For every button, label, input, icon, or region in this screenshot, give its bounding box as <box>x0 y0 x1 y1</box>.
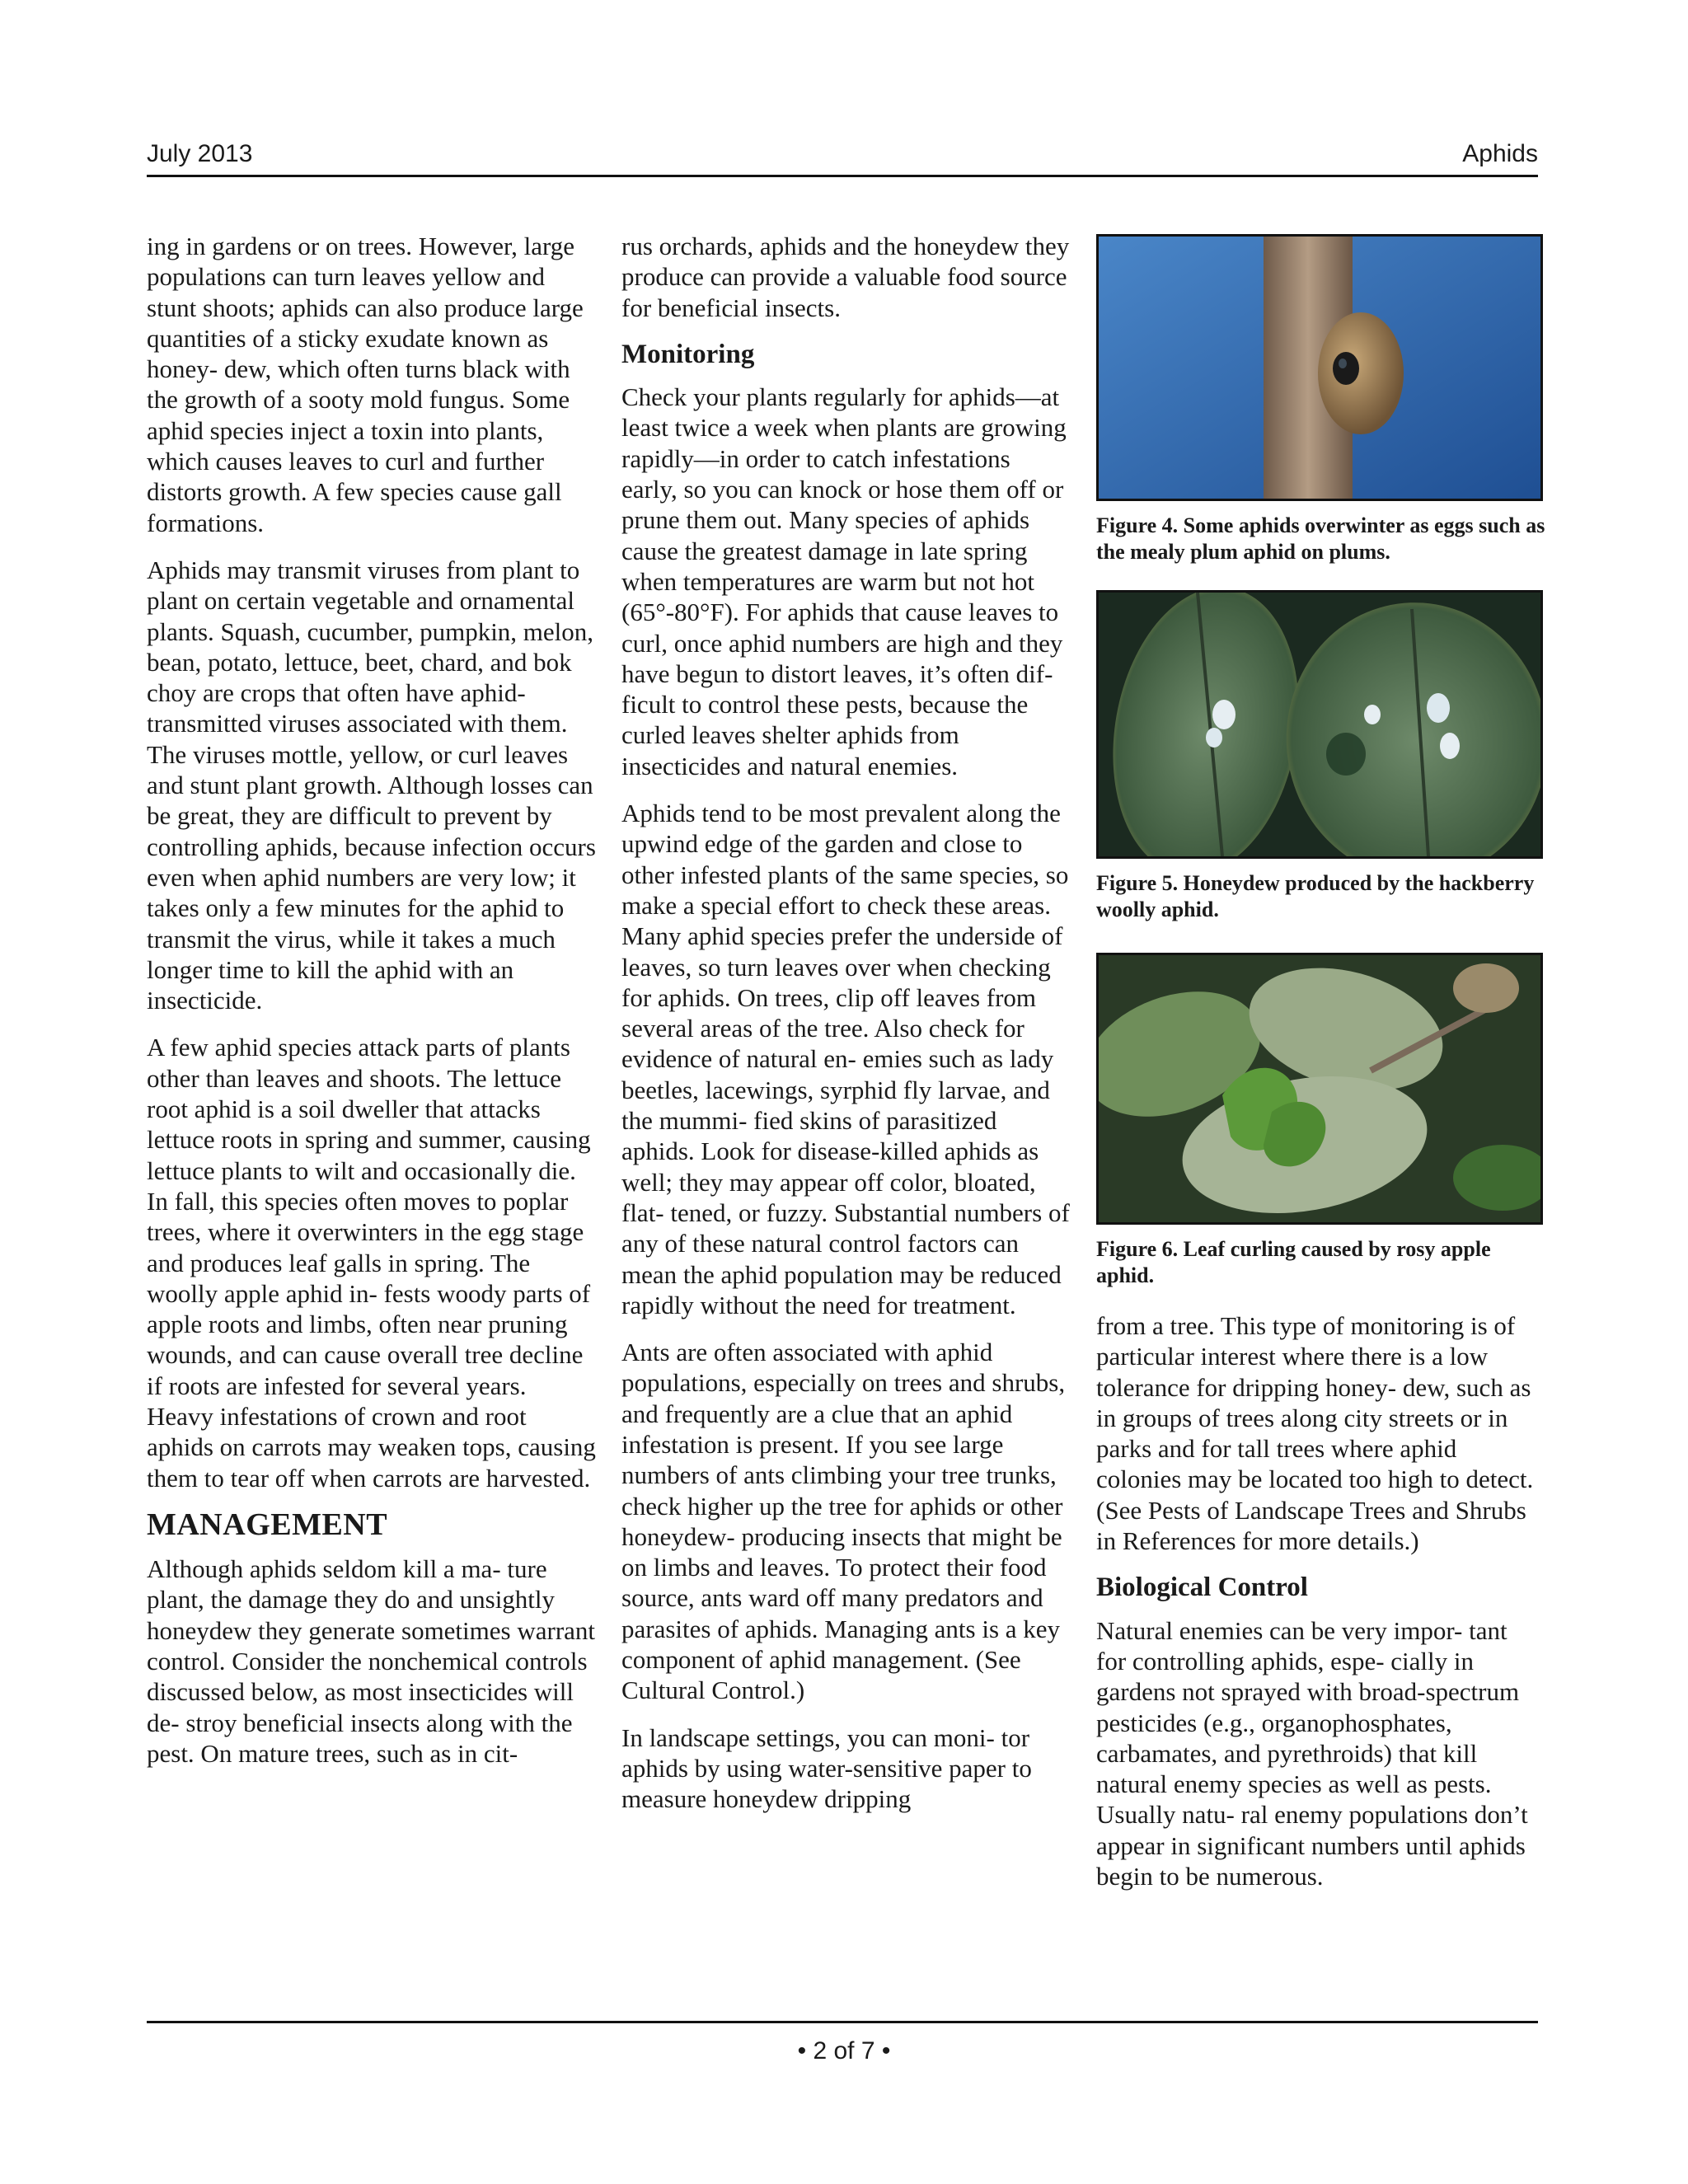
paragraph: Aphids tend to be most prevalent along the upwind edge of the garden and close to other infested plants of the same species, so make a special effort to check these areas. Many aphid species prefer the underside of leaves, so turn leaves over when checking for aphids. On trees, clip off leaves from several areas of the tree. Also check for evidence of natural en- emies such as lady beetles, lacewings, syrphid fly larvae, and the mummi- fied skins of parasitized aphids. Look for disease-killed aphids as well; they may appear off color, bloated, flat- tened, or fuzzy. Substantial numbers of any of these natural control factors can mean the aphid population may be reduced rapidly without the need for treatment. <box>621 799 1070 1319</box>
paragraph: Although aphids seldom kill a ma- ture plant, the damage they do and unsightly honeydew they generate sometimes warrant control. Consider the nonchemical controls discussed below, as most insecticides will de- stroy beneficial insects along with the pest. On mature trees, such as in cit- <box>147 1554 596 1768</box>
paragraph: rus orchards, aphids and the honeydew they produce can provide a valuable food source for beneficial insects. <box>621 232 1070 322</box>
paragraph: from a tree. This type of monitoring is of particular interest where there is a low tolerance for dripping honey- dew, such as in groups of trees along city streets or in parks and for tall trees where aphid colonies may be located too high to detect. (See Pests of Landscape Trees and Shrubs in References for more details.) <box>1096 1311 1534 1556</box>
figure-6-photo <box>1096 953 1543 1225</box>
paragraph: A few aphid species attack parts of plants other than leaves and shoots. The lettuce root aphid is a soil dweller that attacks lettuce roots in spring and summer, causing lettuce plants to wilt and occasionally die. In fall, this species often moves to poplar trees, where it overwinters in the egg stage and produces leaf galls in spring. The woolly apple aphid in- fests woody parts of apple roots and limbs, often near pruning wounds, and can cause overall tree decline if roots are infested for several years. Heavy infestations of crown and root aphids on carrots may weaken tops, causing them to tear off when carrots are harvested. <box>147 1033 596 1493</box>
figure-6-caption: Figure 6. Leaf curling caused by rosy apple aphid. <box>1096 1237 1491 1287</box>
figure-5-photo <box>1096 590 1543 859</box>
paragraph: ing in gardens or on trees. However, large populations can turn leaves yellow and stunt shoots; aphids can also produce large quantities of a sticky exudate known as honey- dew, which often turns black with the growth of a sooty mold fungus. Some aphid species inject a toxin into plants, which causes leaves to curl and further distorts growth. A few species cause gall formations. <box>147 232 584 537</box>
paragraph: Check your plants regularly for aphids—at least twice a week when plants are growing rapidly—in order to catch infestations early, so you can knock or hose them off or prune them out. Many species of aphids cause the greatest damage in late spring when temperatures are warm but not hot (65°-80°F). For aphids that cause leaves to curl, once aphid numbers are high and they have begun to distort leaves, it’s often dif- ficult to control these pests, because the curled leaves shelter aphids from insecticides and natural enemies. <box>621 382 1067 780</box>
footer-divider <box>147 2021 1538 2023</box>
page-header <box>147 137 1538 177</box>
paragraph: In landscape settings, you can moni- tor aphids by using water-sensitive paper to measure honeydew dripping <box>621 1722 1032 1814</box>
header-date: July 2013 <box>147 140 253 167</box>
section-heading-management: MANAGEMENT <box>147 1507 388 1542</box>
column-1 <box>147 231 597 1785</box>
subheading-monitoring: Monitoring <box>621 339 755 369</box>
figure-6 <box>1096 953 1550 1289</box>
figure-4-photo <box>1096 234 1543 501</box>
subheading-biological-control: Biological Control <box>1096 1572 1308 1603</box>
page-number: • 2 of 7 • <box>797 2037 891 2064</box>
paragraph: Ants are often associated with aphid populations, especially on trees and shrubs, and frequently are a clue that an aphid infestation is present. If you see large numbers of ants climbing your tree trunks, check higher up the tree for aphids or other honeydew- producing insects that might be on limbs and leaves. To protect their food source, ants ward off many predators and parasites of aphids. Managing ants is a key component of aphid management. (See Cultural Control.) <box>621 1338 1066 1705</box>
figure-5-caption: Figure 5. Honeydew produced by the hackberry woolly aphid. <box>1096 871 1535 921</box>
figure-4-caption: Figure 4. Some aphids overwinter as eggs such as the mealy plum aphid on plums. <box>1096 513 1545 564</box>
figure-4 <box>1096 234 1550 565</box>
header-title: Aphids <box>1462 140 1538 167</box>
column-3 <box>1096 1310 1543 1908</box>
column-2 <box>621 231 1071 1831</box>
figure-5 <box>1096 590 1550 923</box>
paragraph: Natural enemies can be very impor- tant for controlling aphids, espe- cially in gardens not sprayed with broad-spectrum pesticides (e.g., organophosphates, carbamates, and pyrethroids) that kill natural enemy species as well as pests. Usually natu- ral enemy populations don’t appear in significant numbers until aphids begin to be numerous. <box>1096 1615 1528 1891</box>
paragraph: Aphids may transmit viruses from plant to plant on certain vegetable and ornamental plants. Squash, cucumber, pumpkin, melon, bean, potato, lettuce, beet, chard, and bok choy are crops that often have aphid- transmitted viruses associated with them. The viruses mottle, yellow, or curl leaves and stunt plant growth. Although losses can be great, they are difficult to prevent by controlling aphids, because infection occurs even when aphid numbers are very low; it takes only a few minutes for the aphid to transmit the virus, while it takes a much longer time to kill the aphid with an insecticide. <box>147 555 596 1015</box>
